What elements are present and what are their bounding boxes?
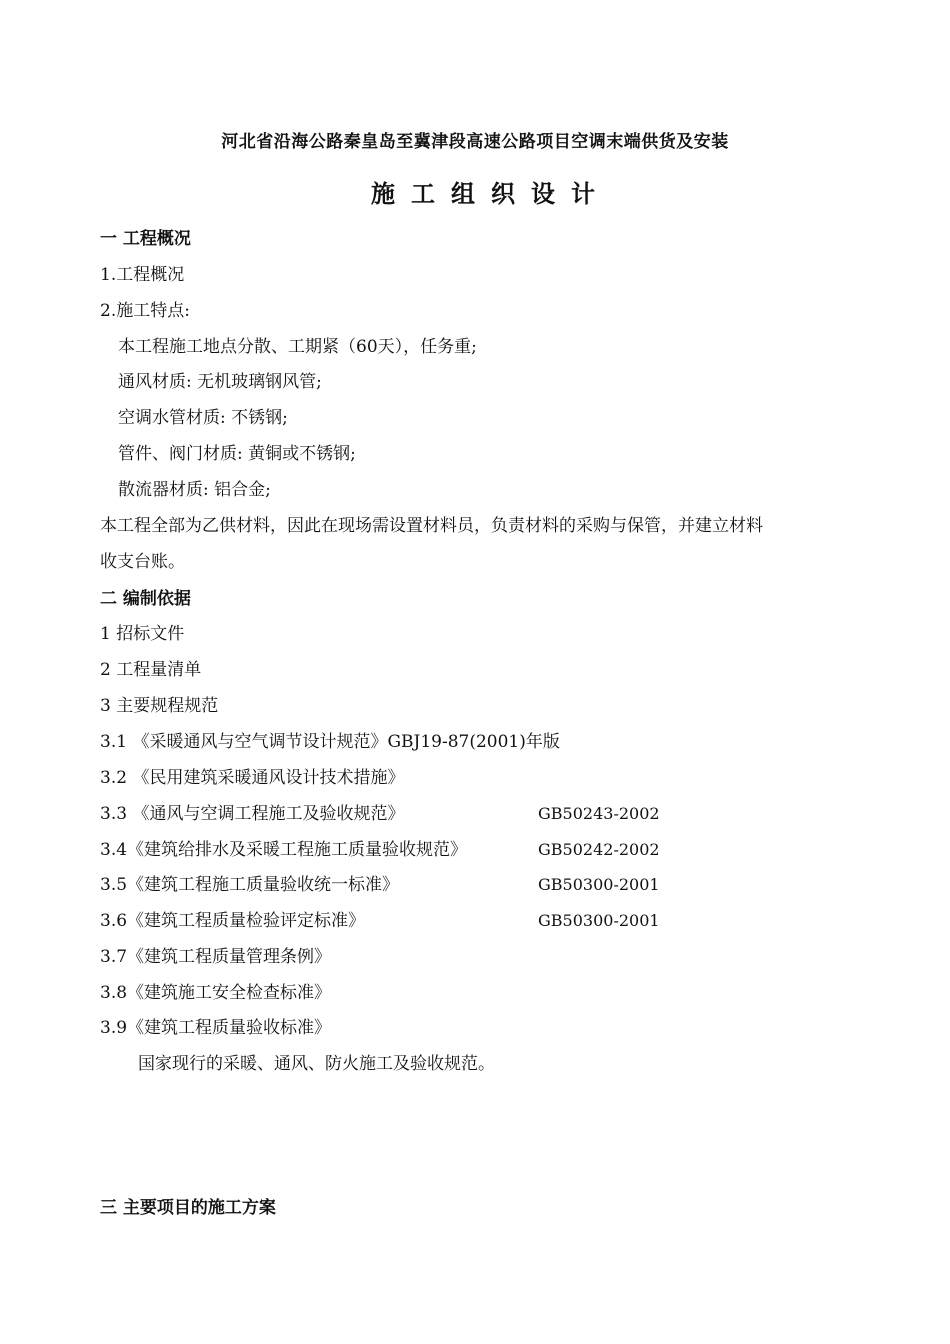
basis-item-3: 3 主要规程规范 xyxy=(100,696,219,716)
standard-3-3: 3.3 《通风与空调工程施工及验收规范》 xyxy=(100,804,405,824)
standard-3-8: 3.8《建筑施工安全检查标准》 xyxy=(100,983,332,1003)
feature-line-5: 散流器材质: 铝合金; xyxy=(118,480,271,500)
national-standards-note: 国家现行的采暖、通风、防火施工及验收规范。 xyxy=(138,1054,495,1074)
standard-3-6-code: GB50300-2001 xyxy=(538,911,660,930)
standard-3-6: 3.6《建筑工程质量检验评定标准》 xyxy=(100,911,366,931)
overview-item-2: 2.施工特点: xyxy=(100,301,190,321)
feature-line-2: 通风材质: 无机玻璃钢风管; xyxy=(118,372,322,392)
standard-3-3-code: GB50243-2002 xyxy=(538,804,660,823)
standard-3-1: 3.1 《采暖通风与空气调节设计规范》GBJ19-87(2001)年版 xyxy=(100,732,560,752)
standard-3-5-code: GB50300-2001 xyxy=(538,875,660,894)
standard-3-9: 3.9《建筑工程质量验收标准》 xyxy=(100,1018,332,1038)
standard-3-4: 3.4《建筑给排水及采暖工程施工质量验收规范》 xyxy=(100,840,468,860)
standard-3-7: 3.7《建筑工程质量管理条例》 xyxy=(100,947,332,967)
section-heading-overview: 一 工程概况 xyxy=(100,229,191,249)
standard-3-2: 3.2 《民用建筑采暖通风设计技术措施》 xyxy=(100,768,405,788)
overview-item-1: 1.工程概况 xyxy=(100,265,185,285)
section-heading-basis: 二 编制依据 xyxy=(100,589,191,609)
feature-line-4: 管件、阀门材质: 黄铜或不锈钢; xyxy=(118,444,356,464)
basis-item-2: 2 工程量清单 xyxy=(100,660,202,680)
section-heading-construction-plan: 三 主要项目的施工方案 xyxy=(100,1198,276,1218)
document-title: 河北省沿海公路秦皇岛至冀津段高速公路项目空调末端供货及安装 xyxy=(221,132,729,152)
materials-paragraph-line-1: 本工程全部为乙供材料，因此在现场需设置材料员，负责材料的采购与保管，并建立材料 xyxy=(100,516,763,536)
standard-3-4-code: GB50242-2002 xyxy=(538,840,660,859)
document-subtitle: 施工组织设计 xyxy=(371,180,611,208)
feature-line-1: 本工程施工地点分散、工期紧（60天），任务重; xyxy=(118,337,477,357)
materials-paragraph-line-2: 收支台账。 xyxy=(100,552,185,572)
basis-item-1: 1 招标文件 xyxy=(100,624,185,644)
feature-line-3: 空调水管材质: 不锈钢; xyxy=(118,408,288,428)
standard-3-5: 3.5《建筑工程施工质量验收统一标准》 xyxy=(100,875,400,895)
